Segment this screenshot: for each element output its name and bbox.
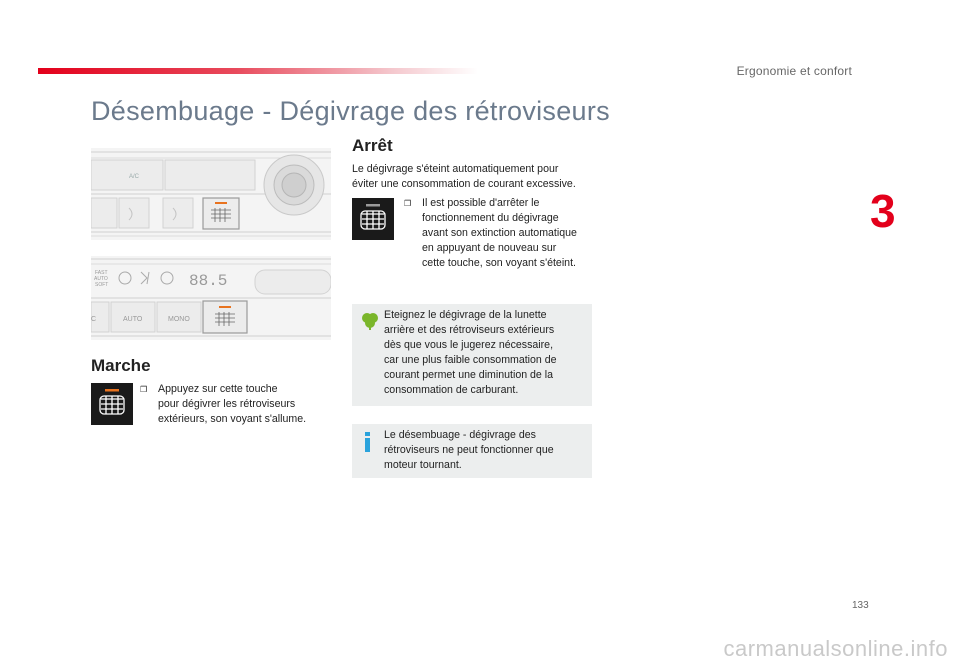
bullet-checkbox-icon: ❒ bbox=[140, 385, 148, 394]
marche-line-2: pour dégivrer les rétroviseurs bbox=[158, 398, 296, 410]
arret-line-4: en appuyant de nouveau sur bbox=[422, 242, 557, 254]
mirror-defrost-off-button-illustration bbox=[352, 198, 394, 240]
auto-small-label: AUTO bbox=[94, 276, 108, 282]
climate-panel-illustration-bottom bbox=[91, 256, 331, 340]
arret-line-3: avant son extinction automatique bbox=[422, 227, 577, 239]
mirror-defrost-button-illustration bbox=[91, 383, 133, 425]
auto-button-label: AUTO bbox=[123, 316, 143, 323]
arret-line-5: cette touche, son voyant s'éteint. bbox=[422, 257, 576, 269]
info-note-text bbox=[384, 428, 554, 473]
fast-label: FAST bbox=[95, 270, 108, 276]
eco-line-2: arrière et des rétroviseurs extérieurs bbox=[384, 324, 555, 336]
marche-line-1: Appuyez sur cette touche bbox=[158, 383, 278, 395]
mirror-defrost-icon bbox=[91, 383, 133, 425]
climate-panel-illustration-top bbox=[91, 148, 331, 240]
mono-button-label: MONO bbox=[168, 316, 190, 323]
eco-line-1: Eteignez le dégivrage de la lunette bbox=[384, 309, 547, 321]
chapter-number: 3 bbox=[870, 185, 896, 237]
eco-note-text bbox=[384, 308, 557, 398]
page-number: 133 bbox=[852, 600, 869, 611]
eco-line-6: consommation de carburant. bbox=[384, 384, 519, 396]
arret-intro-line-1: Le dégivrage s'éteint automatiquement pour bbox=[352, 163, 559, 175]
section-label: Ergonomie et confort bbox=[736, 64, 852, 78]
partial-button-label: C bbox=[91, 316, 97, 323]
ac-label: A/C bbox=[129, 174, 140, 180]
arret-intro-line-2: éviter une consommation de courant excessive. bbox=[352, 178, 576, 190]
info-line-2: rétroviseurs ne peut fonctionner que bbox=[384, 444, 554, 456]
info-note-box bbox=[352, 424, 592, 478]
info-line-3: moteur tournant. bbox=[384, 459, 462, 471]
arret-intro bbox=[352, 162, 602, 192]
info-line-1: Le désembuage - dégivrage des bbox=[384, 429, 536, 441]
eco-line-3: dès que vous le jugerez nécessaire, bbox=[384, 339, 554, 351]
bullet-checkbox-icon: ❒ bbox=[404, 199, 412, 208]
info-icon bbox=[360, 432, 376, 454]
eco-line-5: courant permet une diminution de la bbox=[384, 369, 554, 381]
eco-note-box bbox=[352, 304, 592, 406]
eco-leaf-icon bbox=[360, 310, 380, 330]
watermark: carmanualsonline.info bbox=[723, 636, 948, 661]
climate-panel-drawing-bottom bbox=[91, 256, 331, 340]
page-title: Désembuage - Dégivrage des rétroviseurs bbox=[91, 96, 610, 126]
arret-line-1: Il est possible d'arrêter le bbox=[422, 197, 540, 209]
soft-label: SOFT bbox=[95, 282, 109, 288]
marche-heading: Marche bbox=[91, 356, 151, 375]
eco-line-4: car une plus faible consommation de bbox=[384, 354, 557, 366]
climate-panel-drawing-top bbox=[91, 148, 331, 240]
arret-line-2: fonctionnement du dégivrage bbox=[422, 212, 559, 224]
arret-heading: Arrêt bbox=[352, 136, 393, 155]
header-accent-bar bbox=[38, 68, 478, 74]
mirror-defrost-off-icon bbox=[352, 198, 394, 240]
marche-line-3: extérieurs, son voyant s'allume. bbox=[158, 413, 307, 425]
temperature-display: 88.5 bbox=[189, 272, 228, 290]
